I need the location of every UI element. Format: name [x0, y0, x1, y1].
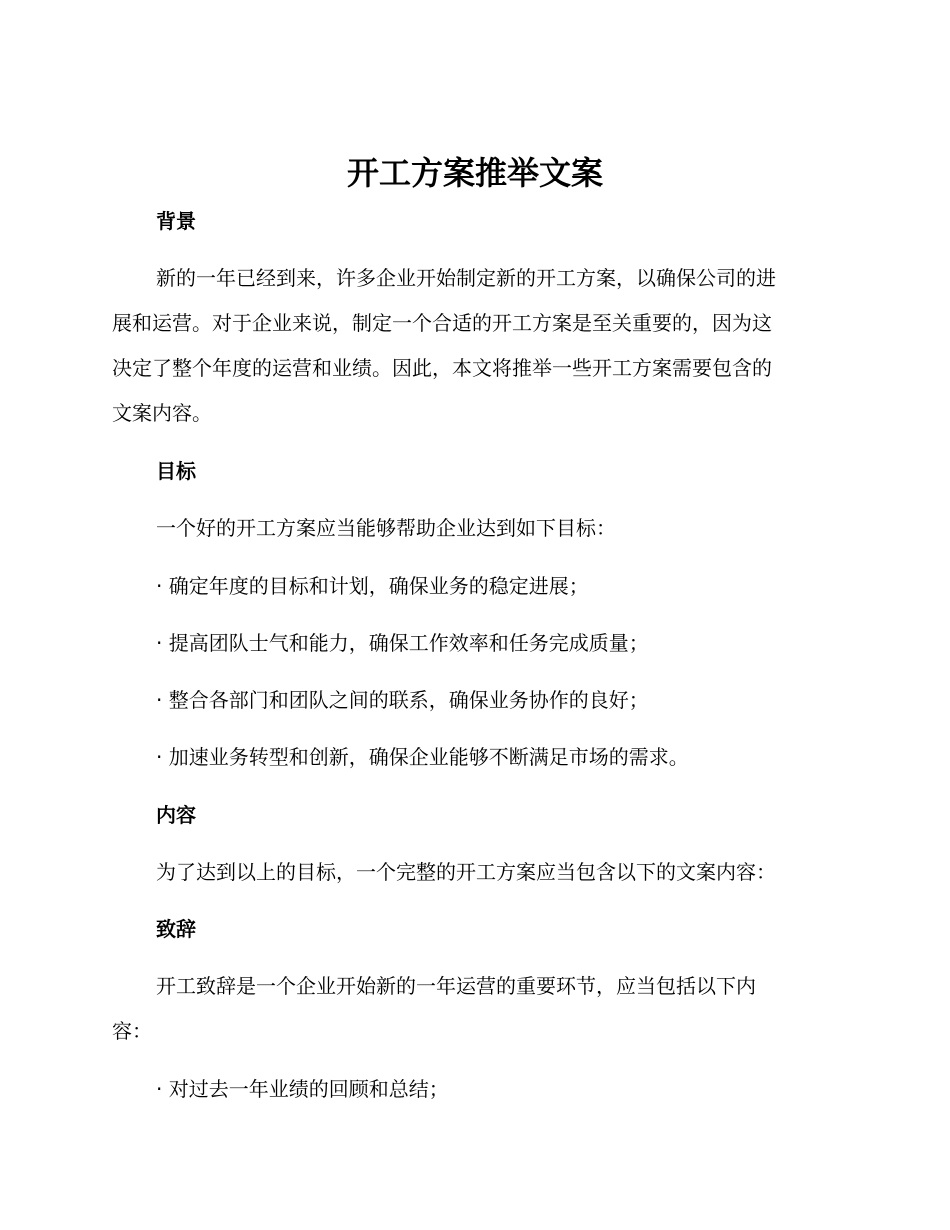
section-heading-background: 背景 [156, 209, 196, 233]
paragraph-line: 展和运营。对于企业来说，制定一个合适的开工方案是至关重要的，因为这 [112, 311, 772, 335]
bullet-item: · 加速业务转型和创新，确保企业能够不断满足市场的需求。 [156, 745, 689, 769]
bullet-item: · 确定年度的目标和计划，确保业务的稳定进展； [156, 574, 589, 598]
paragraph-line: 文案内容。 [112, 401, 212, 425]
paragraph-line: 新的一年已经到来，许多企业开始制定新的开工方案，以确保公司的进 [156, 266, 776, 290]
paragraph-line: 容： [112, 1019, 152, 1043]
document-title: 开工方案推举文案 [346, 154, 603, 192]
section-heading-speech: 致辞 [156, 917, 196, 941]
section-heading-goals: 目标 [156, 459, 196, 483]
bullet-item: · 提高团队士气和能力，确保工作效率和任务完成质量； [156, 631, 649, 655]
bullet-item: · 对过去一年业绩的回顾和总结； [156, 1077, 449, 1101]
bullet-item: · 整合各部门和团队之间的联系，确保业务协作的良好； [156, 688, 649, 712]
section-heading-content: 内容 [156, 803, 196, 827]
paragraph-line: 一个好的开工方案应当能够帮助企业达到如下目标： [156, 516, 616, 540]
paragraph-line: 开工致辞是一个企业开始新的一年运营的重要环节，应当包括以下内 [156, 974, 756, 998]
paragraph-line: 决定了整个年度的运营和业绩。因此，本文将推举一些开工方案需要包含的 [112, 356, 772, 380]
paragraph-line: 为了达到以上的目标，一个完整的开工方案应当包含以下的文案内容： [156, 860, 776, 884]
